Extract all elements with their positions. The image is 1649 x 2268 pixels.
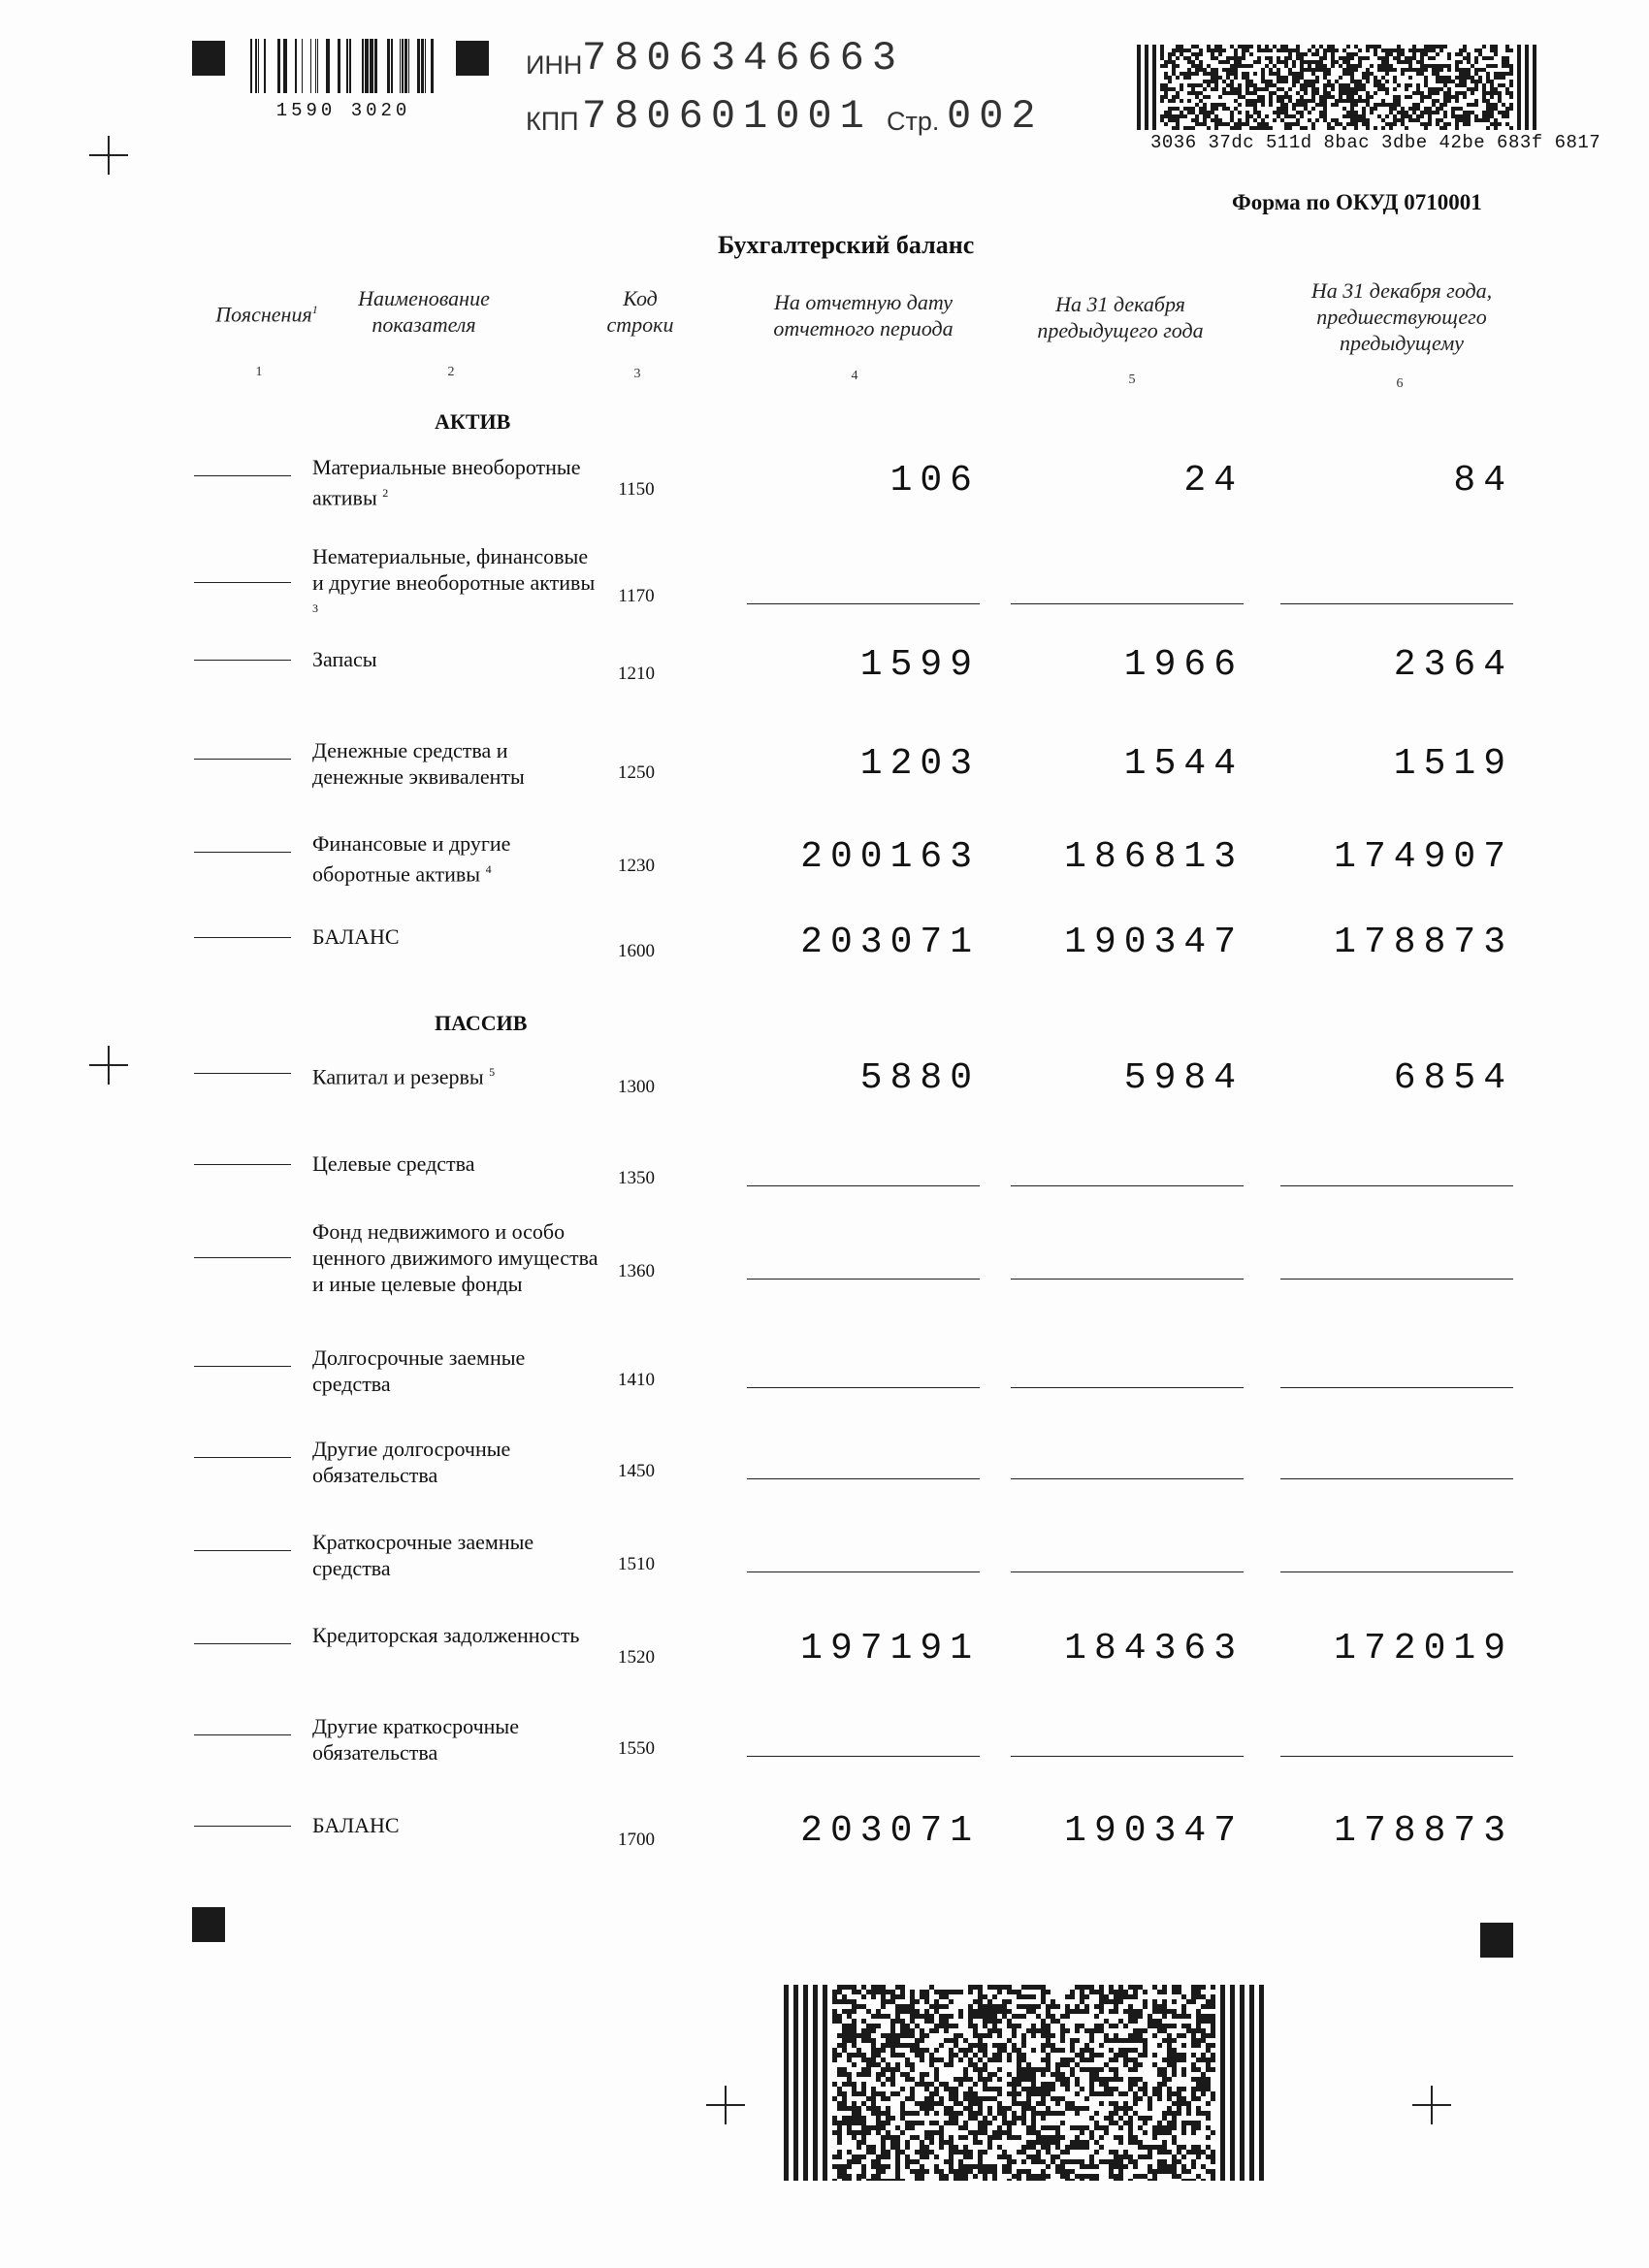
table-row [0,1713,1649,1800]
row-code: 1210 [618,664,655,684]
value-v5: 1966 [1123,644,1244,686]
barcode-hash-text: 3036 37dc 511d 8bac 3dbe 42be 683f 6817 [1150,132,1601,153]
table-row [0,1812,1649,1899]
row-code: 1450 [618,1461,655,1481]
table-row [0,1345,1649,1432]
table-row [0,830,1649,918]
row-code: 1520 [618,1647,655,1668]
col-number: 2 [447,365,455,379]
table-row [0,1622,1649,1709]
kpp-value: 780601001 [582,93,872,140]
table-row [0,1059,1649,1147]
table-row [0,1529,1649,1616]
empty-value-line [747,1279,980,1280]
table-row [0,737,1649,825]
notes-blank-line [194,1457,291,1458]
registration-square-top-mid [456,41,489,76]
value-v6: 6854 [1393,1057,1513,1099]
notes-blank-line [194,937,291,938]
inn-label: ИНН [526,50,583,80]
col-number: 1 [255,365,263,379]
value-v4: 203071 [800,1810,980,1852]
row-code: 1700 [618,1830,655,1850]
registration-cross-bottom-right [1412,2086,1451,2124]
indicator-name: Капитал и резервы $^5$ [312,1064,496,1089]
registration-cross-bottom-left [706,2086,745,2124]
col-number: 4 [851,369,858,383]
empty-value-line [747,1478,980,1479]
row-code: 1550 [618,1738,655,1759]
notes-blank-line [194,1734,291,1735]
notes-blank-line [194,1550,291,1551]
col-header-code: Код строки [606,286,674,337]
notes-blank-line [194,1366,291,1367]
value-v6: 84 [1453,460,1513,502]
row-code: 1350 [618,1168,655,1188]
notes-blank-line [194,1643,291,1644]
value-v4: 5880 [859,1057,980,1099]
linear-barcode-top [250,39,436,121]
value-v5: 186813 [1064,836,1244,878]
value-v5: 190347 [1064,922,1244,963]
table-row [0,543,1649,631]
value-v4: 106 [889,460,980,502]
indicator-name: Денежные средства и денежные эквиваленты [312,738,525,789]
table-row [0,923,1649,1011]
notes-blank-line [194,1257,291,1258]
value-v5: 184363 [1064,1628,1244,1669]
empty-value-line [747,603,980,604]
notes-blank-line [194,582,291,583]
registration-square-bottom-left [192,1907,225,1942]
value-v6: 172019 [1334,1628,1513,1669]
notes-blank-line [194,660,291,661]
value-v5: 5984 [1123,1057,1244,1099]
value-v5: 190347 [1064,1810,1244,1852]
empty-value-line [747,1571,980,1572]
row-code: 1410 [618,1370,655,1390]
value-v4: 1203 [859,743,980,785]
indicator-name: Краткосрочные заемные средства [312,1530,534,1580]
section-liabilities: ПАССИВ [435,1011,528,1035]
empty-value-line [1280,603,1513,604]
registration-cross-top-left [89,136,128,175]
empty-value-line [1011,1185,1244,1186]
empty-value-line [1280,1478,1513,1479]
empty-value-line [1011,1478,1244,1479]
row-code: 1600 [618,941,655,961]
col-header-notes: Пояснения$^1$ [215,302,318,327]
empty-value-line [1011,603,1244,604]
col-number: 6 [1396,376,1404,391]
kpp-label: КПП [526,107,579,136]
page-label: Стр. [887,107,940,136]
value-v4: 197191 [800,1628,980,1669]
table-row [0,1436,1649,1523]
row-code: 1230 [618,856,655,876]
document-title: Бухгалтерский баланс [718,231,975,259]
matrix-barcode-bottom [784,1985,1267,2181]
value-v6: 178873 [1334,922,1513,963]
matrix-barcode-top [1137,45,1538,130]
indicator-name: Материальные внеоборотные активы $^2$ [312,455,581,510]
empty-value-line [747,1387,980,1388]
notes-blank-line [194,475,291,476]
empty-value-line [1011,1279,1244,1280]
indicator-name: Другие долгосрочные обязательства [312,1437,511,1487]
empty-value-line [1280,1185,1513,1186]
table-row [0,454,1649,541]
indicator-name: Нематериальные, финансовые и другие внеоборотные активы $^3$ [312,544,596,615]
indicator-name: БАЛАНС [312,1813,400,1837]
notes-blank-line [194,852,291,853]
registration-square-bottom-right [1480,1923,1513,1958]
indicator-name: Фонд недвижимого и особо ценного движимого имущества и иные целевые фонды [312,1219,598,1296]
indicator-name: Целевые средства [312,1151,475,1176]
indicator-name: Кредиторская задолженность [312,1623,580,1647]
value-v5: 24 [1183,460,1244,502]
indicator-name: Другие краткосрочные обязательства [312,1714,519,1765]
row-code: 1300 [618,1077,655,1097]
form-code: Форма по ОКУД 0710001 [1232,190,1482,214]
notes-blank-line [194,1826,291,1827]
empty-value-line [1280,1279,1513,1280]
col-number: 5 [1128,373,1136,387]
value-v6: 174907 [1334,836,1513,878]
row-code: 1170 [618,586,655,606]
indicator-name: БАЛАНС [312,924,400,949]
col-number: 3 [633,367,641,381]
row-code: 1250 [618,762,655,783]
empty-value-line [1280,1571,1513,1572]
notes-blank-line [194,1164,291,1165]
empty-value-line [747,1756,980,1757]
section-assets: АКТИВ [435,409,511,434]
value-v4: 203071 [800,922,980,963]
barcode-number: 1590 3020 [275,100,411,121]
page-value: 002 [947,93,1044,140]
notes-blank-line [194,1073,291,1074]
empty-value-line [1011,1756,1244,1757]
col-header-current: На отчетную дату отчетного периода [773,290,954,340]
row-code: 1510 [618,1554,655,1574]
empty-value-line [1280,1756,1513,1757]
empty-value-line [1011,1571,1244,1572]
row-code: 1360 [618,1261,655,1281]
indicator-name: Финансовые и другие оборотные активы $^4$ [312,831,511,887]
inn-value: 7806346663 [582,35,905,81]
notes-blank-line [194,759,291,760]
empty-value-line [1280,1387,1513,1388]
value-v6: 1519 [1393,743,1513,785]
value-v4: 1599 [859,644,980,686]
col-header-prev-prev-year: На 31 декабря года, предшествующего предыдущему [1310,278,1493,355]
col-header-prev-year: На 31 декабря предыдущего года [1037,292,1204,342]
indicator-name: Долгосрочные заемные средства [312,1345,526,1396]
empty-value-line [747,1185,980,1186]
value-v6: 2364 [1393,644,1513,686]
col-header-indicator: Наименование показателя [358,286,490,337]
empty-value-line [1011,1387,1244,1388]
value-v6: 178873 [1334,1810,1513,1852]
indicator-name: Запасы [312,647,377,671]
value-v5: 1544 [1123,743,1244,785]
registration-square-top-left [192,41,225,76]
table-row [0,1218,1649,1306]
table-row [0,646,1649,733]
row-code: 1150 [618,479,655,500]
value-v4: 200163 [800,836,980,878]
